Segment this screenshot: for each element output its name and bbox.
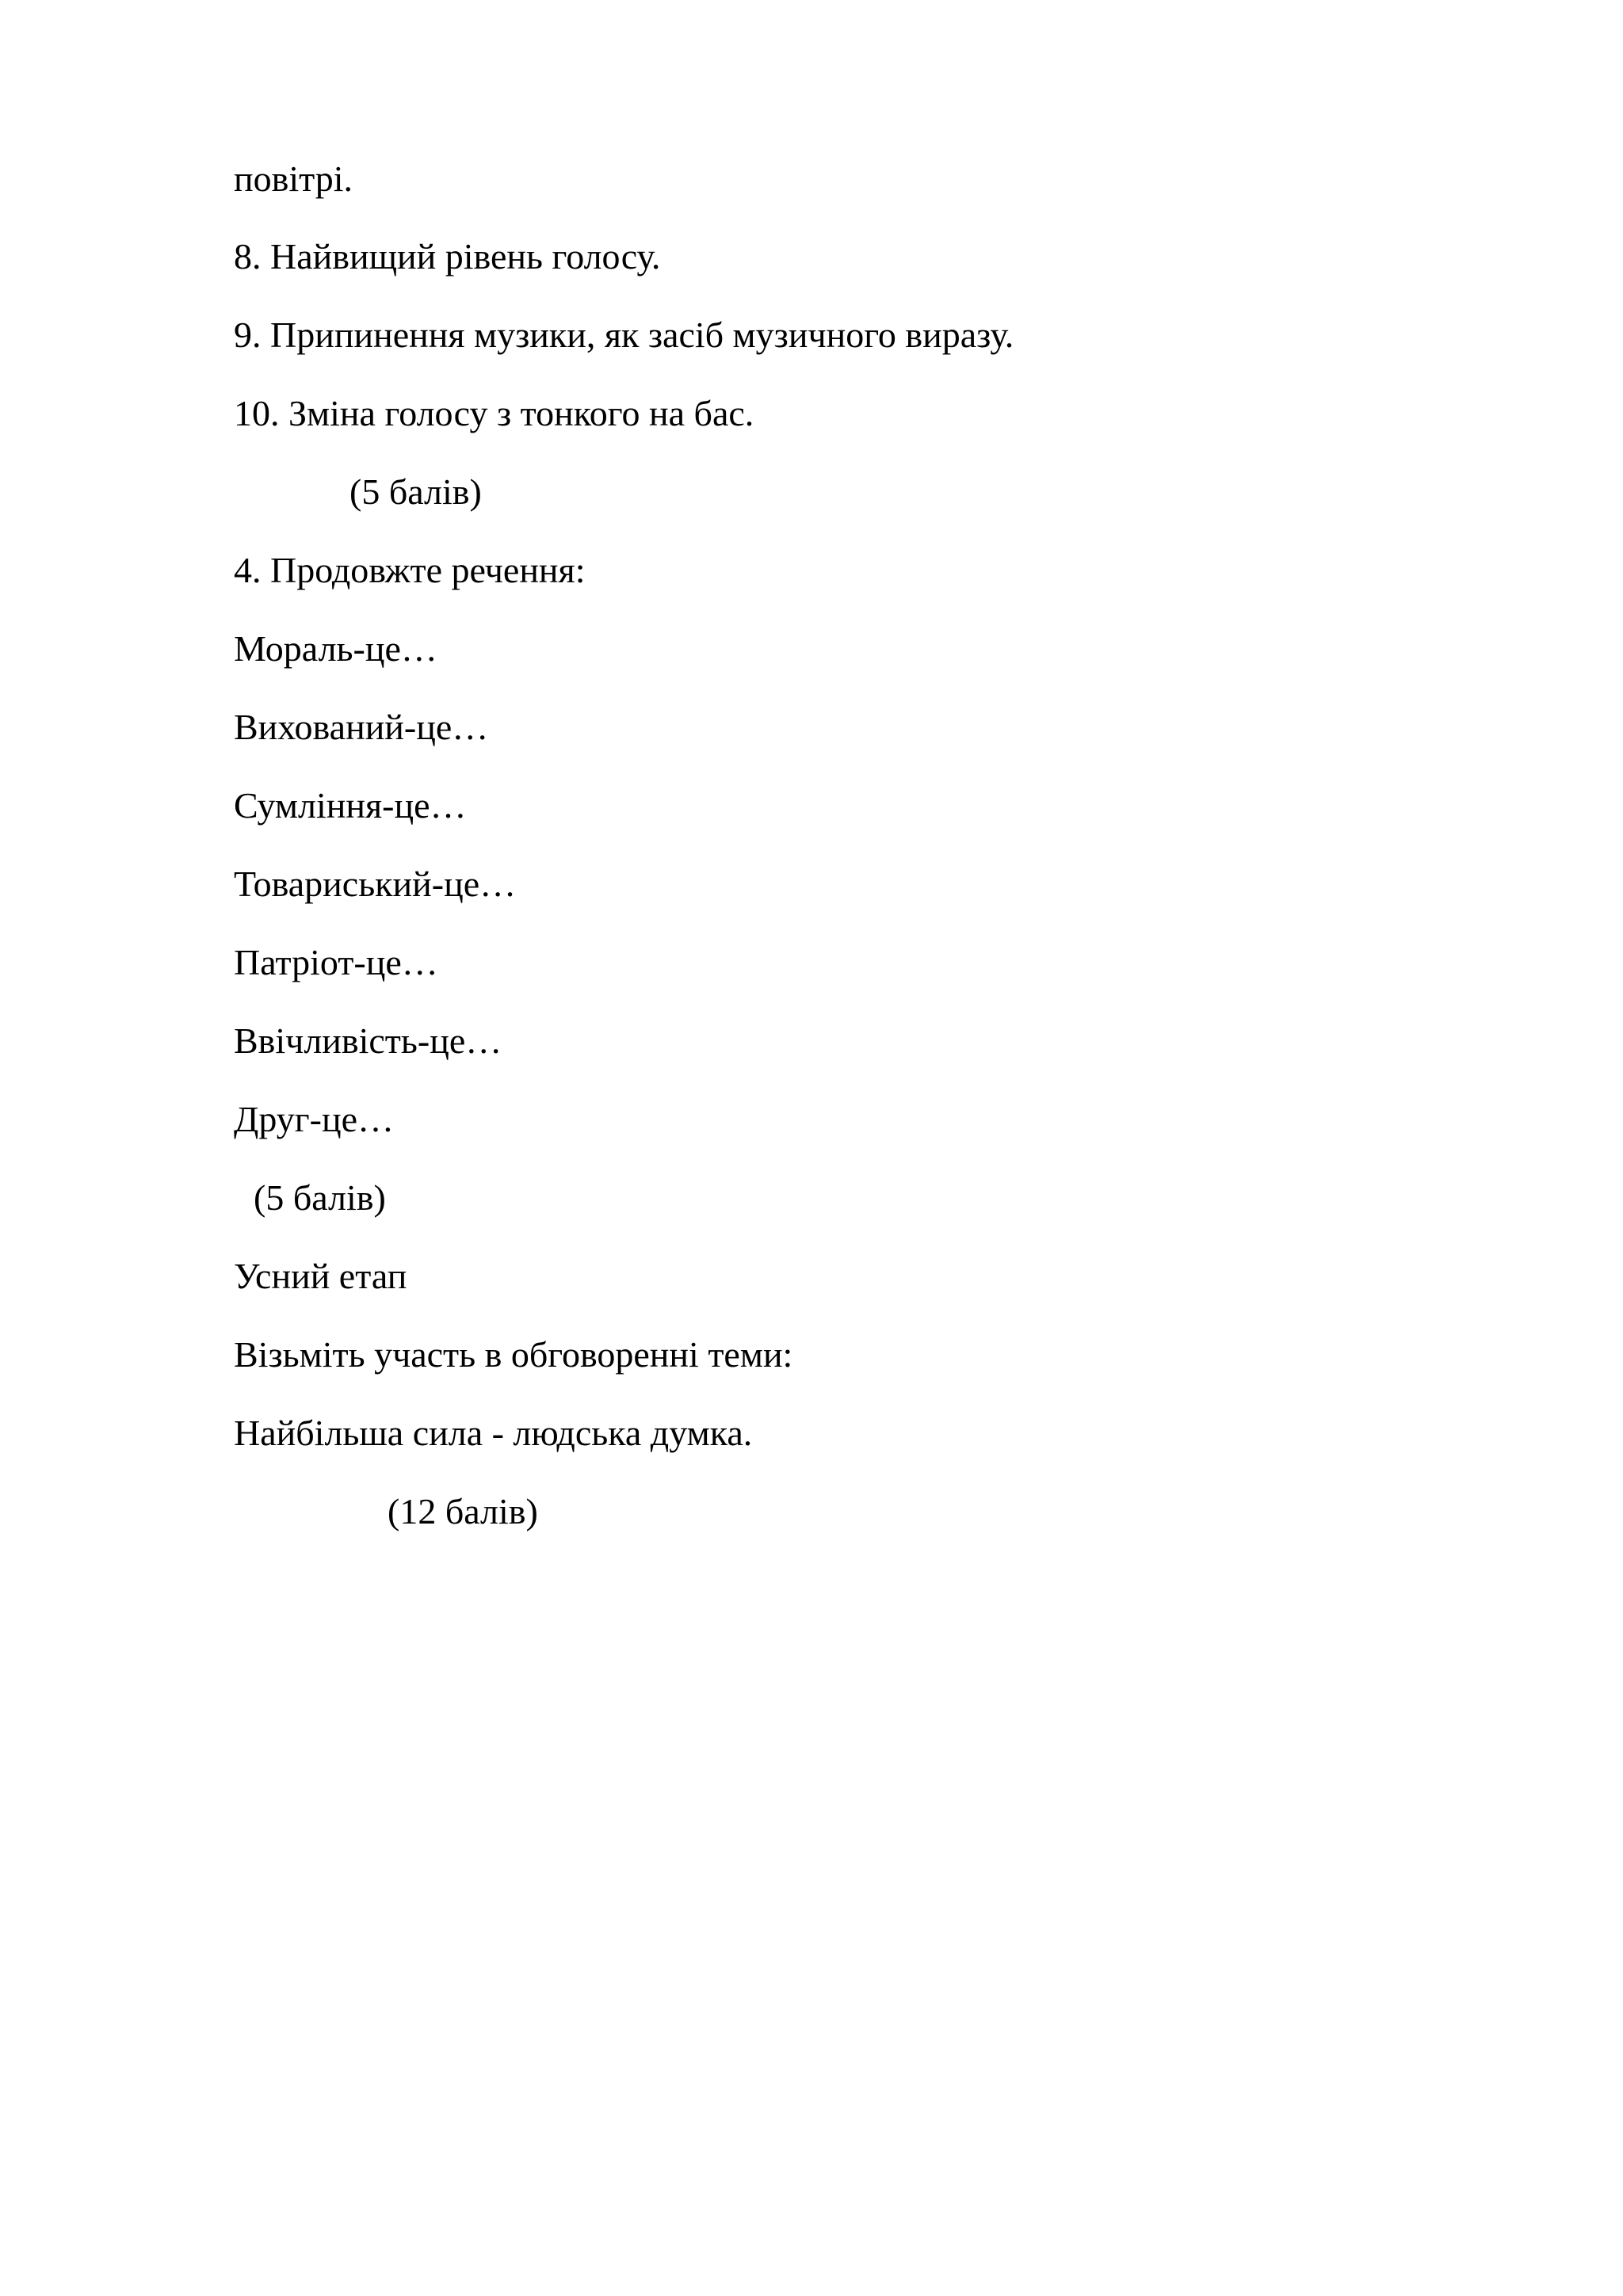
sentence-prompt-politeness: Ввічливість-це… — [234, 1020, 502, 1061]
score-note-oral-stage: (12 балів) — [388, 1491, 538, 1531]
sentence-prompt-patriot: Патріот-це… — [234, 942, 438, 982]
sentence-prompt-conscience: Сумління-це… — [234, 785, 467, 826]
list-item-10: 10. Зміна голосу з тонкого на бас. — [234, 393, 754, 433]
list-item-9: 9. Припинення музики, як засіб музичного виразу. — [234, 315, 1014, 355]
section-heading-oral-stage: Усний етап — [234, 1256, 407, 1296]
list-item-8: 8. Найвищий рівень голосу. — [234, 236, 661, 277]
oral-task-topic: Найбільша сила - людська думка. — [234, 1413, 753, 1453]
sentence-prompt-sociable: Товариський-це… — [234, 864, 517, 904]
sentence-prompt-friend: Друг-це… — [234, 1099, 394, 1139]
sentence-prompt-moral: Мораль-це… — [234, 628, 437, 669]
score-note-task-3: (5 балів) — [349, 471, 482, 512]
sentence-prompt-well-bred: Вихований-це… — [234, 707, 489, 747]
task-4-heading: 4. Продовжте речення: — [234, 550, 586, 590]
score-note-task-4: (5 балів) — [254, 1177, 386, 1218]
text-line-continuation: повітрі. — [234, 158, 353, 199]
oral-task-instruction: Візьміть участь в обговоренні теми: — [234, 1334, 793, 1375]
